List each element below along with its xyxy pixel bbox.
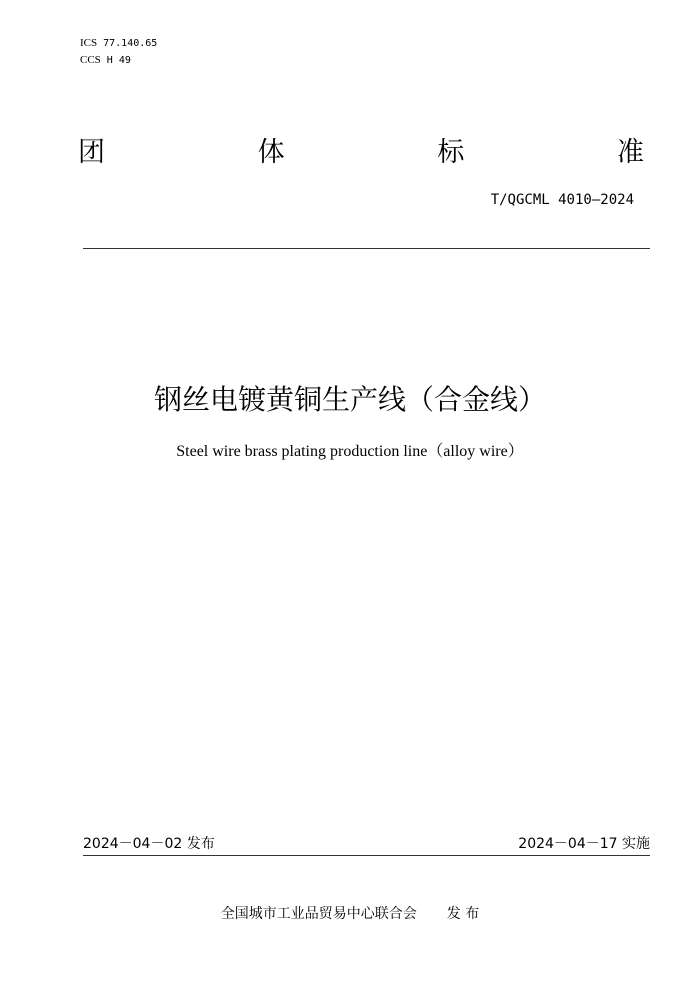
category-char: 体 (257, 137, 285, 168)
ccs-classification (80, 53, 131, 68)
document-category (78, 136, 644, 172)
publisher-line (0, 905, 700, 923)
category-char: 准 (616, 137, 644, 168)
ics-value: 77.140.65 (103, 38, 158, 49)
ccs-value: H 49 (106, 55, 131, 66)
standard-number: T/QGCML 4010—2024 (490, 192, 634, 208)
document-title-english: Steel wire brass plating production line（alloy wire） (176, 443, 524, 460)
document-title-chinese: 钢丝电镀黄铜生产线（合金线） (153, 383, 546, 416)
publish-date: 2024－04－02 发布 (83, 836, 215, 852)
ics-classification (80, 36, 157, 51)
ccs-label: CCS (80, 54, 101, 66)
ics-label: ICS (80, 37, 98, 49)
category-char: 团 (78, 137, 105, 168)
publish-action: 发 布 (446, 906, 480, 922)
publisher-name: 全国城市工业品贸易中心联合会 (220, 906, 417, 922)
header-divider (83, 248, 650, 249)
effective-date: 2024－04－17 实施 (518, 836, 650, 852)
footer-divider (83, 855, 650, 856)
category-char: 标 (437, 137, 465, 168)
